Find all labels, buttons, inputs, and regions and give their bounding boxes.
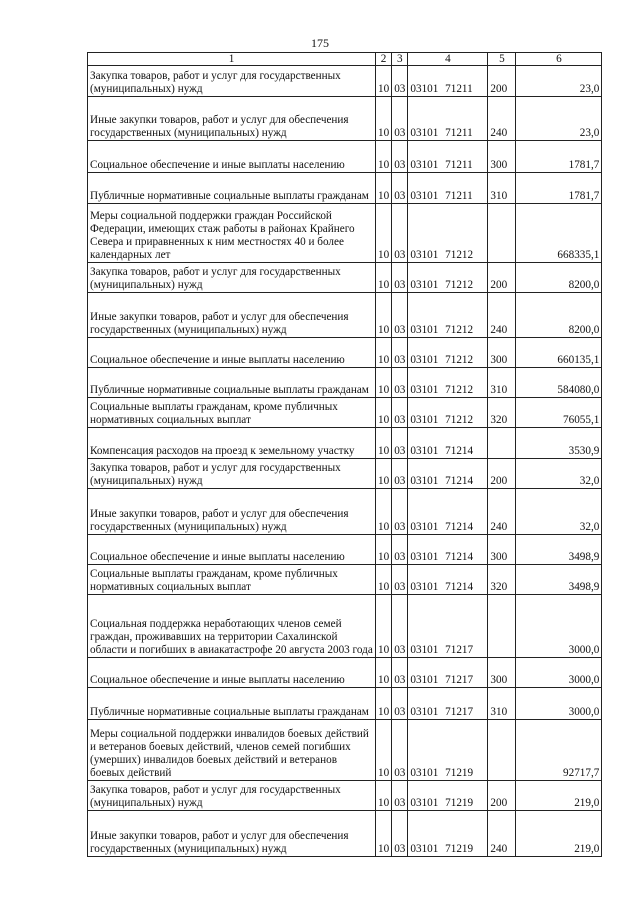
row-expense-type: 310 [488, 688, 516, 720]
row-name: Иные закупки товаров, работ и услуг для обеспечения государственных (муниципальных) нужд [88, 489, 376, 535]
row-subsection: 03 [392, 535, 408, 565]
row-amount: 32,0 [516, 459, 602, 489]
row-section: 10 [376, 141, 392, 173]
table-row [88, 398, 602, 428]
row-target-code: 03101 71212 [408, 204, 488, 263]
row-amount: 23,0 [516, 97, 602, 141]
page-number: 175 [311, 36, 329, 50]
row-expense-type [488, 428, 516, 459]
row-name: Меры социальной поддержки инвалидов боевых действий и ветеранов боевых действий, членов семей погибших (умерших) инвалидов боевых действий и ветеранов боевых действий [88, 720, 376, 781]
row-amount: 219,0 [516, 781, 602, 811]
table-row [88, 720, 602, 781]
row-expense-type: 310 [488, 173, 516, 204]
row-name: Социальное обеспечение и иные выплаты населению [88, 338, 376, 368]
row-name: Социальные выплаты гражданам, кроме публичных нормативных социальных выплат [88, 398, 376, 428]
row-target-code: 03101 71214 [408, 459, 488, 489]
row-expense-type: 240 [488, 293, 516, 338]
row-target-code: 03101 71217 [408, 595, 488, 658]
table-row [88, 368, 602, 398]
row-section: 10 [376, 565, 392, 595]
row-target-code: 03101 71217 [408, 658, 488, 688]
row-target-code: 03101 71219 [408, 811, 488, 857]
row-amount: 3498,9 [516, 565, 602, 595]
row-subsection: 03 [392, 781, 408, 811]
row-name: Публичные нормативные социальные выплаты гражданам [88, 688, 376, 720]
row-amount: 660135,1 [516, 338, 602, 368]
row-name: Иные закупки товаров, работ и услуг для обеспечения государственных (муниципальных) нужд [88, 811, 376, 857]
row-amount: 3000,0 [516, 595, 602, 658]
row-subsection: 03 [392, 595, 408, 658]
table-row [88, 141, 602, 173]
row-expense-type: 240 [488, 489, 516, 535]
row-target-code: 03101 71212 [408, 398, 488, 428]
row-name: Иные закупки товаров, работ и услуг для обеспечения государственных (муниципальных) нужд [88, 293, 376, 338]
row-subsection: 03 [392, 720, 408, 781]
table-header [88, 53, 602, 66]
row-name: Социальная поддержка неработающих членов семей граждан, проживавших на территории Сахалинской области и погибших в авиакатастрофе 20 августа 2003 года [88, 595, 376, 658]
row-target-code: 03101 71214 [408, 535, 488, 565]
row-expense-type: 200 [488, 66, 516, 97]
row-section: 10 [376, 658, 392, 688]
header-col-1: 1 [88, 53, 376, 66]
row-subsection: 03 [392, 688, 408, 720]
row-subsection: 03 [392, 204, 408, 263]
row-name: Социальное обеспечение и иные выплаты населению [88, 535, 376, 565]
row-name: Социальное обеспечение и иные выплаты населению [88, 141, 376, 173]
row-subsection: 03 [392, 565, 408, 595]
table-row [88, 595, 602, 658]
row-target-code: 03101 71214 [408, 489, 488, 535]
row-name: Социальные выплаты гражданам, кроме публичных нормативных социальных выплат [88, 565, 376, 595]
row-amount: 23,0 [516, 66, 602, 97]
row-target-code: 03101 71212 [408, 293, 488, 338]
table-row [88, 489, 602, 535]
row-section: 10 [376, 489, 392, 535]
header-col-4: 4 [408, 53, 488, 66]
row-amount: 3000,0 [516, 688, 602, 720]
row-subsection: 03 [392, 263, 408, 293]
row-expense-type: 200 [488, 459, 516, 489]
table-row [88, 173, 602, 204]
header-col-5: 5 [488, 53, 516, 66]
row-subsection: 03 [392, 811, 408, 857]
table-row [88, 565, 602, 595]
row-section: 10 [376, 97, 392, 141]
row-amount: 92717,7 [516, 720, 602, 781]
table-row [88, 811, 602, 857]
row-section: 10 [376, 459, 392, 489]
row-target-code: 03101 71219 [408, 720, 488, 781]
row-section: 10 [376, 398, 392, 428]
row-amount: 219,0 [516, 811, 602, 857]
row-section: 10 [376, 428, 392, 459]
row-section: 10 [376, 263, 392, 293]
row-amount: 3498,9 [516, 535, 602, 565]
row-amount: 8200,0 [516, 263, 602, 293]
budget-table [87, 52, 602, 857]
row-subsection: 03 [392, 338, 408, 368]
table-row [88, 428, 602, 459]
table-row [88, 535, 602, 565]
row-expense-type: 320 [488, 565, 516, 595]
row-amount: 32,0 [516, 489, 602, 535]
row-name: Закупка товаров, работ и услуг для государственных (муниципальных) нужд [88, 459, 376, 489]
row-amount: 668335,1 [516, 204, 602, 263]
row-name: Социальное обеспечение и иные выплаты населению [88, 658, 376, 688]
row-expense-type [488, 204, 516, 263]
row-amount: 76055,1 [516, 398, 602, 428]
row-section: 10 [376, 535, 392, 565]
row-subsection: 03 [392, 428, 408, 459]
table-row [88, 204, 602, 263]
row-name: Закупка товаров, работ и услуг для государственных (муниципальных) нужд [88, 66, 376, 97]
table-row [88, 459, 602, 489]
row-subsection: 03 [392, 141, 408, 173]
row-expense-type: 240 [488, 811, 516, 857]
row-section: 10 [376, 293, 392, 338]
row-expense-type: 240 [488, 97, 516, 141]
row-section: 10 [376, 688, 392, 720]
row-target-code: 03101 71219 [408, 781, 488, 811]
row-target-code: 03101 71211 [408, 173, 488, 204]
row-target-code: 03101 71212 [408, 338, 488, 368]
row-subsection: 03 [392, 658, 408, 688]
row-target-code: 03101 71217 [408, 688, 488, 720]
row-subsection: 03 [392, 368, 408, 398]
row-expense-type: 310 [488, 368, 516, 398]
row-target-code: 03101 71211 [408, 66, 488, 97]
row-name: Меры социальной поддержки граждан Российской Федерации, имеющих стаж работы в районах Крайнего Севера и приравненных к ним местностях 40 и более календарных лет [88, 204, 376, 263]
row-subsection: 03 [392, 97, 408, 141]
row-amount: 8200,0 [516, 293, 602, 338]
row-section: 10 [376, 338, 392, 368]
row-subsection: 03 [392, 173, 408, 204]
row-expense-type: 300 [488, 338, 516, 368]
row-amount: 3000,0 [516, 658, 602, 688]
row-subsection: 03 [392, 66, 408, 97]
header-col-6: 6 [516, 53, 602, 66]
row-section: 10 [376, 595, 392, 658]
row-subsection: 03 [392, 398, 408, 428]
row-expense-type: 300 [488, 141, 516, 173]
row-expense-type: 320 [488, 398, 516, 428]
header-row [88, 53, 602, 66]
row-section: 10 [376, 204, 392, 263]
row-subsection: 03 [392, 459, 408, 489]
row-expense-type: 200 [488, 781, 516, 811]
row-target-code: 03101 71214 [408, 428, 488, 459]
table-row [88, 688, 602, 720]
row-expense-type [488, 595, 516, 658]
row-section: 10 [376, 781, 392, 811]
row-target-code: 03101 71211 [408, 97, 488, 141]
row-expense-type: 300 [488, 535, 516, 565]
row-section: 10 [376, 66, 392, 97]
row-name: Иные закупки товаров, работ и услуг для обеспечения государственных (муниципальных) нужд [88, 97, 376, 141]
row-section: 10 [376, 720, 392, 781]
row-amount: 1781,7 [516, 141, 602, 173]
table-row [88, 293, 602, 338]
table-row [88, 263, 602, 293]
row-expense-type [488, 720, 516, 781]
table-row [88, 338, 602, 368]
row-section: 10 [376, 811, 392, 857]
row-target-code: 03101 71212 [408, 263, 488, 293]
row-name: Публичные нормативные социальные выплаты гражданам [88, 173, 376, 204]
row-expense-type: 200 [488, 263, 516, 293]
row-target-code: 03101 71211 [408, 141, 488, 173]
row-expense-type: 300 [488, 658, 516, 688]
row-name: Закупка товаров, работ и услуг для государственных (муниципальных) нужд [88, 263, 376, 293]
row-amount: 3530,9 [516, 428, 602, 459]
table-row [88, 66, 602, 97]
table-row [88, 658, 602, 688]
header-col-3: 3 [392, 53, 408, 66]
row-subsection: 03 [392, 489, 408, 535]
row-name: Закупка товаров, работ и услуг для государственных (муниципальных) нужд [88, 781, 376, 811]
table-row [88, 97, 602, 141]
header-col-2: 2 [376, 53, 392, 66]
table-row [88, 781, 602, 811]
row-amount: 1781,7 [516, 173, 602, 204]
row-section: 10 [376, 173, 392, 204]
row-name: Публичные нормативные социальные выплаты гражданам [88, 368, 376, 398]
row-target-code: 03101 71214 [408, 565, 488, 595]
row-subsection: 03 [392, 293, 408, 338]
table-body [88, 66, 602, 857]
row-name: Компенсация расходов на проезд к земельному участку [88, 428, 376, 459]
row-amount: 584080,0 [516, 368, 602, 398]
row-section: 10 [376, 368, 392, 398]
row-target-code: 03101 71212 [408, 368, 488, 398]
